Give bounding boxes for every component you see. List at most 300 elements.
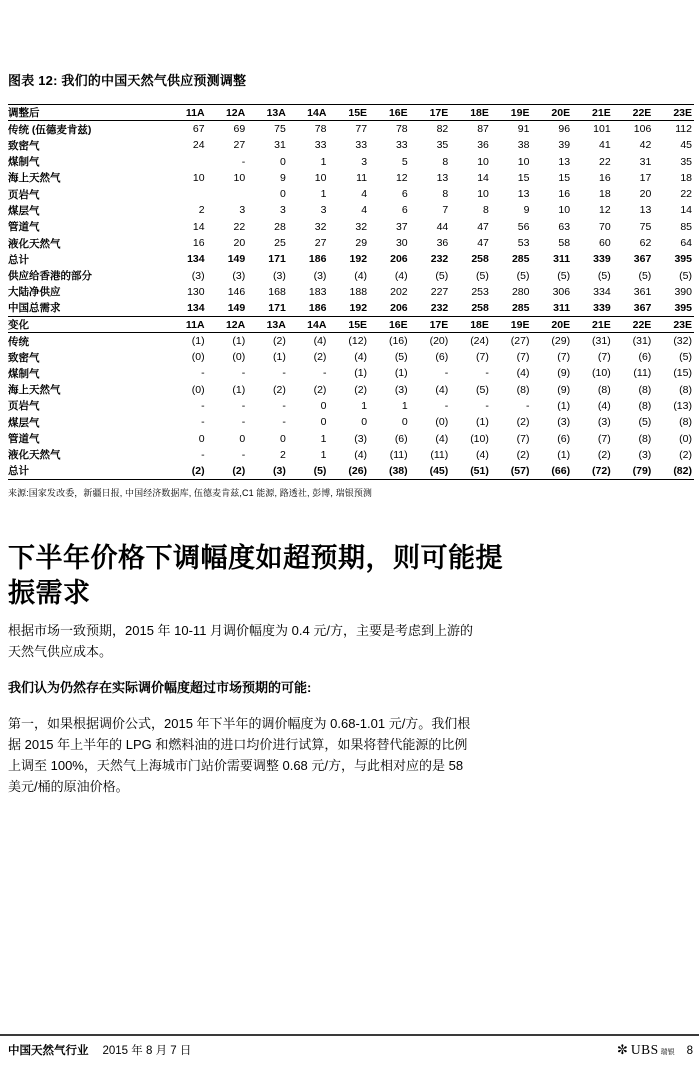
table-cell: 9 [279, 171, 286, 184]
table-cell: 188 [349, 285, 368, 298]
table-cell: (4) [435, 383, 449, 396]
table-cell: 339 [593, 301, 611, 314]
table-row [8, 447, 694, 463]
table-cell: (2) [272, 383, 286, 396]
table-cell: 18 [680, 171, 692, 184]
table-cell: 0 [279, 155, 286, 168]
table-row [8, 300, 694, 316]
table-cell: 5 [401, 155, 408, 168]
table-cell: 24 [192, 139, 205, 152]
table-cell: - [241, 399, 246, 412]
table-cell: 56 [517, 220, 530, 233]
table-cell: (0) [232, 351, 246, 364]
table-cell: 285 [511, 253, 530, 266]
table-cell: (0) [679, 432, 692, 445]
table-cell: 9 [523, 204, 530, 217]
table-cell: (26) [348, 464, 368, 477]
table-cell: - [241, 155, 246, 168]
table-cell: 33 [355, 139, 368, 152]
table-cell: 37 [395, 220, 408, 233]
table-cell: (9) [557, 383, 571, 396]
table-cell: - [444, 367, 449, 380]
table-cell: 62 [639, 237, 652, 250]
table-cell: (5) [476, 269, 489, 282]
table-cell: 10 [477, 155, 489, 168]
page-number: 8 [686, 1045, 693, 1057]
table-row [8, 251, 694, 267]
table-column-header: 22E [613, 105, 654, 121]
table-cell: 183 [308, 285, 327, 298]
table-cell: (8) [638, 383, 652, 396]
table-row [8, 349, 694, 365]
table-row-label: 传统 (伍德麦肯兹) [8, 123, 92, 136]
table-section-header-row [8, 316, 694, 332]
table-cell: 31 [274, 139, 286, 152]
table-cell: (2) [232, 464, 246, 477]
table-cell: 35 [436, 139, 449, 152]
table-cell: (0) [435, 416, 449, 429]
table-cell: (2) [313, 351, 327, 364]
table-row-label: 管道气 [8, 433, 40, 446]
table-cell: 112 [675, 123, 692, 136]
table-cell: 306 [552, 285, 571, 298]
table-cell: 22 [680, 188, 692, 201]
table-column-header: 17E [410, 316, 451, 332]
table-cell: (4) [516, 367, 530, 380]
table-cell: 1 [320, 432, 327, 445]
table-cell: 69 [233, 123, 246, 136]
table-cell: (45) [429, 464, 449, 477]
table-cell: 13 [639, 204, 652, 217]
table-cell: 63 [558, 220, 571, 233]
table-cell: (2) [191, 464, 205, 477]
table-cell: 6 [401, 188, 408, 201]
table-column-header: 13A [247, 105, 288, 121]
table-cell: (11) [633, 367, 652, 380]
table-column-header: 19E [491, 316, 532, 332]
table-cell: - [282, 367, 286, 380]
table-column-header: 15E [328, 316, 369, 332]
table-cell: (6) [638, 351, 652, 364]
table-row-label: 致密气 [8, 139, 40, 152]
table-row-label: 总计 [8, 253, 29, 266]
table-cell: 58 [558, 237, 571, 250]
table-cell: 82 [436, 123, 449, 136]
table-cell: 334 [593, 285, 611, 298]
table-cell: 42 [639, 139, 652, 152]
table-cell: 101 [593, 123, 611, 136]
table-cell: (15) [673, 367, 692, 380]
page-footer [0, 1034, 699, 1058]
table-cell: 18 [599, 188, 611, 201]
table-cell: 36 [477, 139, 489, 152]
forecast-table [8, 104, 694, 480]
table-cell: (5) [638, 269, 652, 282]
table-row-label: 管道气 [8, 221, 40, 234]
table-cell: 33 [314, 139, 327, 152]
table-cell: (3) [597, 416, 611, 429]
table-cell: (2) [313, 383, 327, 396]
table-cell: 75 [639, 220, 652, 233]
table-cell: - [485, 399, 489, 412]
table-cell: (7) [597, 351, 611, 364]
table-cell: 192 [349, 301, 368, 314]
table-cell: 339 [593, 253, 611, 266]
table-row [8, 414, 694, 430]
table-cell: (5) [313, 464, 327, 477]
table-cell: (51) [470, 464, 489, 477]
table-cell: (7) [516, 351, 530, 364]
table-row [8, 398, 694, 414]
table-cell: (7) [476, 351, 489, 364]
table-cell: 4 [361, 188, 368, 201]
table-column-header: 20E [531, 316, 572, 332]
table-cell: (1) [557, 399, 571, 412]
table-cell: (2) [354, 383, 368, 396]
table-cell: 67 [192, 123, 205, 136]
table-cell: 29 [355, 237, 368, 250]
table-cell: (1) [191, 335, 205, 348]
table-cell: (2) [597, 448, 611, 461]
table-cell: - [241, 448, 246, 461]
table-cell: (5) [516, 269, 530, 282]
table-cell: 8 [483, 204, 489, 217]
table-cell: - [525, 399, 530, 412]
table-cell: 12 [395, 171, 408, 184]
table-cell: 17 [639, 171, 652, 184]
table-cell: (1) [354, 367, 368, 380]
table-row-label: 海上天然气 [8, 172, 61, 185]
table-cell: (5) [679, 269, 692, 282]
table-cell: 2 [279, 448, 286, 461]
table-cell: (2) [516, 448, 530, 461]
table-cell: 13 [558, 155, 571, 168]
table-cell: (4) [394, 269, 408, 282]
table-row-label: 供应给香港的部分 [8, 270, 92, 283]
table-column-header: 14A [288, 316, 329, 332]
table-cell: 4 [361, 204, 368, 217]
table-cell: 8 [442, 188, 449, 201]
table-cell: 0 [361, 416, 368, 429]
table-cell: 186 [308, 253, 327, 266]
table-row [8, 333, 694, 349]
table-cell: 258 [471, 301, 489, 314]
table-cell: (9) [557, 367, 571, 380]
table-cell: (4) [354, 351, 368, 364]
table-cell: 14 [192, 220, 205, 233]
table-row-label: 煤制气 [8, 156, 40, 169]
table-cell: 20 [233, 237, 246, 250]
table-row [8, 267, 694, 283]
table-row-label: 大陆净供应 [8, 286, 61, 299]
table-cell: (8) [679, 416, 692, 429]
table-row-label: 中国总需求 [8, 302, 61, 315]
table-cell: 2 [198, 204, 205, 217]
table-cell: 0 [401, 416, 408, 429]
table-cell: (5) [435, 269, 449, 282]
table-cell: (0) [191, 383, 205, 396]
table-cell: (16) [388, 335, 408, 348]
table-cell: 47 [477, 220, 489, 233]
table-cell: (7) [516, 432, 530, 445]
table-cell: 1 [320, 155, 327, 168]
table-column-header: 17E [410, 105, 451, 121]
table-cell: 31 [639, 155, 652, 168]
table-column-header: 18E [450, 316, 491, 332]
table-column-header: 21E [572, 316, 613, 332]
table-cell: 38 [517, 139, 530, 152]
table-column-header: 20E [531, 105, 572, 121]
table-cell: 395 [674, 253, 692, 266]
table-row-label: 传统 [8, 335, 29, 348]
table-cell: (4) [354, 448, 368, 461]
table-cell: 87 [477, 123, 489, 136]
table-cell: (3) [191, 269, 205, 282]
table-cell: 10 [558, 204, 571, 217]
table-cell: 367 [633, 253, 652, 266]
table-cell: (27) [510, 335, 530, 348]
table-cell: (1) [557, 448, 571, 461]
table-row-label: 海上天然气 [8, 384, 61, 397]
table-cell: (57) [510, 464, 530, 477]
table-cell: 10 [314, 171, 327, 184]
table-cell: 32 [314, 220, 327, 233]
table-cell: 168 [268, 285, 286, 298]
table-cell: - [322, 367, 327, 380]
table-cell: 361 [633, 285, 652, 298]
table-cell: 311 [553, 301, 571, 314]
ubs-chinese-wordmark: 瑞银 [660, 1049, 675, 1056]
table-cell: 367 [633, 301, 652, 314]
footer-date: 2015 年 8 月 7 日 [102, 1045, 192, 1057]
table-cell: (20) [429, 335, 449, 348]
table-cell: 202 [390, 285, 408, 298]
table-cell: (11) [430, 448, 449, 461]
table-cell: (5) [638, 416, 652, 429]
table-cell: 96 [558, 123, 571, 136]
table-row-label: 煤层气 [8, 204, 40, 217]
table-cell: (72) [592, 464, 611, 477]
table-cell: (82) [673, 464, 692, 477]
table-row-label: 液化天然气 [8, 449, 61, 462]
table-cell: (3) [354, 432, 368, 445]
table-cell: (13) [673, 399, 692, 412]
table-cell: 1 [320, 448, 327, 461]
table-cell: 134 [187, 253, 205, 266]
table-cell: 0 [320, 416, 327, 429]
table-cell: 6 [401, 204, 408, 217]
table-cell: 0 [320, 399, 327, 412]
table-cell: (2) [679, 448, 692, 461]
section-heading: 下半年价格下调幅度如超预期，则可能提振需求 [8, 542, 503, 608]
table-cell: (4) [313, 335, 327, 348]
footer-left [8, 1042, 191, 1058]
table-row-label: 煤层气 [8, 416, 40, 429]
table-cell: 16 [558, 188, 571, 201]
table-cell: 1 [401, 399, 408, 412]
table-cell: 85 [680, 220, 692, 233]
table-row [8, 121, 694, 137]
table-cell: (1) [272, 351, 286, 364]
table-cell: 0 [279, 188, 286, 201]
footer-sector-title: 中国天然气行业 [8, 1045, 89, 1057]
table-cell: 77 [355, 123, 368, 136]
footer-right [617, 1042, 693, 1058]
table-cell: 14 [680, 204, 692, 217]
table-cell: (5) [597, 269, 611, 282]
paragraph-lead-bold: 我们认为仍然存在实际调价幅度超过市场预期的可能: [8, 679, 312, 695]
table-cell: - [282, 399, 286, 412]
table-cell: (32) [673, 335, 692, 348]
table-cell: 149 [227, 253, 246, 266]
table-cell: (4) [597, 399, 611, 412]
table-row [8, 202, 694, 218]
table-cell: 32 [355, 220, 368, 233]
table-cell: 53 [517, 237, 530, 250]
table-cell: 13 [436, 171, 449, 184]
table-cell: 35 [680, 155, 692, 168]
table-cell: (31) [632, 335, 652, 348]
table-cell: (1) [232, 383, 246, 396]
table-cell: 7 [442, 204, 449, 217]
table-cell: 311 [553, 253, 571, 266]
table-row [8, 382, 694, 398]
table-cell: (4) [435, 432, 449, 445]
table-cell: 285 [511, 301, 530, 314]
table-cell: 10 [233, 171, 246, 184]
table-cell: (3) [232, 269, 246, 282]
table-cell: 33 [395, 139, 408, 152]
table-column-header: 15E [328, 105, 369, 121]
table-cell: 22 [599, 155, 611, 168]
table-cell: 0 [239, 432, 246, 445]
table-column-header: 11A [166, 105, 207, 121]
table-row-label: 页岩气 [8, 400, 40, 413]
table-cell [166, 153, 207, 169]
table-cell: 395 [674, 301, 692, 314]
table-row [8, 219, 694, 235]
paragraph-formula: 第一，如果根据调价公式，2015 年下半年的调价幅度为 0.68-1.01 元/方。我们根据 2015 年上半年的 LPG 和燃料油的进口均价进行试算，如果将替代能源的比例上调至 100%，天然气上海城市门站价需要调整 0.68 元/方，与此相对应的是 58 美元/桶的原油价格。 [8, 715, 471, 794]
table-column-header: 21E [572, 105, 613, 121]
table-cell: (8) [597, 383, 611, 396]
table-cell: 0 [198, 432, 205, 445]
table-row [8, 153, 694, 169]
table-cell: 60 [599, 237, 611, 250]
table-column-header: 23E [653, 316, 694, 332]
table-cell: 227 [430, 285, 449, 298]
table-cell: 130 [187, 285, 205, 298]
table-cell: (8) [679, 383, 692, 396]
table-cell: 8 [442, 155, 449, 168]
table-cell: (11) [389, 448, 408, 461]
table-column-header: 12A [207, 105, 248, 121]
paragraph-consensus: 根据市场一致预期，2015 年 10-11 月调价幅度为 0.4 元/方，主要是考虑到上游的天然气供应成本。 [8, 622, 473, 659]
table-cell: - [282, 416, 286, 429]
table-cell: (5) [679, 351, 692, 364]
table-cell: 27 [233, 139, 246, 152]
table-cell: - [201, 448, 205, 461]
table-cell: (1) [394, 367, 408, 380]
table-cell: 12 [599, 204, 611, 217]
table-cell: 15 [517, 171, 530, 184]
table-cell: 27 [314, 237, 327, 250]
table-cell: 232 [430, 253, 449, 266]
table-column-header: 23E [653, 105, 694, 121]
table-cell [166, 186, 207, 202]
table-cell: 390 [674, 285, 692, 298]
table-cell: 20 [639, 188, 652, 201]
figure-source: 来源:国家发改委，新疆日报, 中国经济数据库, 伍德麦肯兹,C1 能源, 路透社, 彭博, 瑞银预测 [8, 487, 373, 498]
table-cell: 14 [477, 171, 489, 184]
table-cell: (66) [551, 464, 571, 477]
table-cell: 1 [320, 188, 327, 201]
ubs-wordmark: UBS [630, 1042, 659, 1057]
table-cell: 39 [558, 139, 571, 152]
table-cell: 45 [680, 139, 692, 152]
table-cell: (29) [551, 335, 571, 348]
table-cell: (24) [470, 335, 489, 348]
table-cell: (2) [272, 335, 286, 348]
table-cell: 64 [680, 237, 692, 250]
table-cell: 149 [227, 301, 246, 314]
table-cell: 78 [395, 123, 408, 136]
table-section-title: 变化 [8, 316, 166, 332]
table-cell: 78 [314, 123, 327, 136]
table-cell: 258 [471, 253, 489, 266]
table-cell: 106 [633, 123, 652, 136]
table-cell: 10 [477, 188, 489, 201]
table-cell: (3) [557, 416, 571, 429]
table-cell: (2) [516, 416, 530, 429]
table-cell: 206 [390, 253, 408, 266]
table-cell: 146 [227, 285, 246, 298]
table-cell: (79) [632, 464, 652, 477]
table-cell: 25 [274, 237, 286, 250]
table-cell: (3) [313, 269, 327, 282]
table-cell: 134 [187, 301, 205, 314]
table-cell: - [485, 367, 489, 380]
table-cell: 192 [349, 253, 368, 266]
table-cell: 10 [517, 155, 530, 168]
figure-title: 图表 12: 我们的中国天然气供应预测调整 [8, 73, 247, 88]
table-cell: (5) [394, 351, 408, 364]
table-cell: 41 [599, 139, 611, 152]
table-column-header: 11A [166, 316, 207, 332]
table-row [8, 137, 694, 153]
table-row [8, 463, 694, 479]
table-cell: 1 [361, 399, 368, 412]
table-cell: (12) [348, 335, 368, 348]
table-cell: 3 [320, 204, 327, 217]
table-cell: (6) [435, 351, 449, 364]
table-cell: 232 [430, 301, 449, 314]
table-cell: (8) [516, 383, 530, 396]
table-cell: (10) [470, 432, 489, 445]
table-cell: (7) [597, 432, 611, 445]
table-cell: 253 [471, 285, 489, 298]
table-cell: (4) [476, 448, 489, 461]
table-row [8, 170, 694, 186]
table-cell: 10 [192, 171, 205, 184]
table-cell: 36 [436, 237, 449, 250]
table-cell: 44 [436, 220, 449, 233]
table-row [8, 235, 694, 251]
table-cell: 30 [395, 237, 408, 250]
table-column-header: 13A [247, 316, 288, 332]
table-cell: (5) [557, 269, 571, 282]
table-cell [207, 186, 248, 202]
table-cell: (38) [388, 464, 408, 477]
